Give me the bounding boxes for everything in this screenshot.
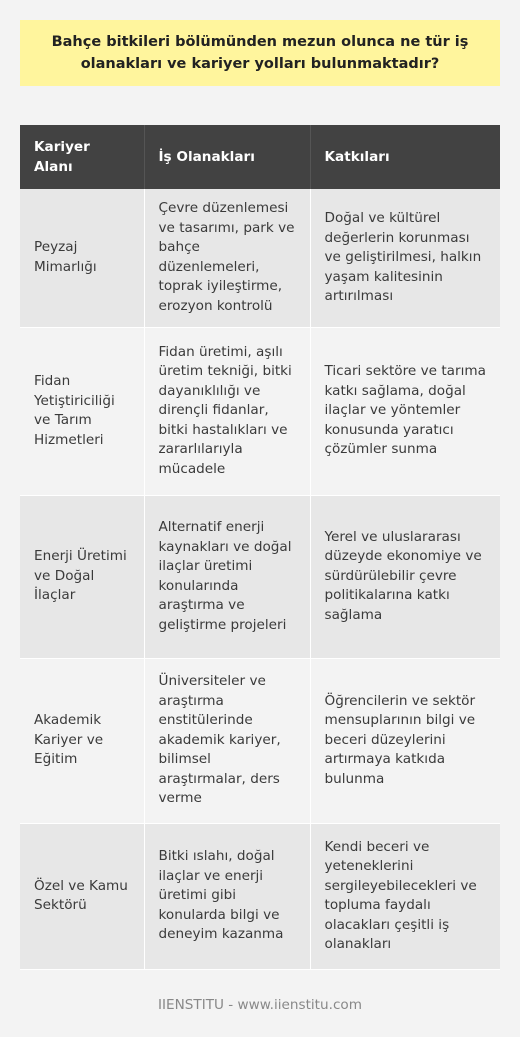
career-area-cell: Fidan Yetiştiriciliği ve Tarım Hizmetleri	[20, 327, 144, 495]
job-opportunities-cell: Çevre düzenlemesi ve tasarımı, park ve bahçe düzenlemeleri, toprak iyileştirme, erozyon kontrolü	[144, 189, 310, 327]
job-opportunities-cell: Fidan üretimi, aşılı üretim tekniği, bitki dayanıklılığı ve dirençli fidanlar, bitki hastalıkları ve zararlılarıyla mücadele	[144, 327, 310, 495]
job-opportunities-cell: Üniversiteler ve araştırma enstitülerinde akademik kariyer, bilimsel araştırmalar, ders verme	[144, 658, 310, 823]
table-row	[20, 823, 500, 969]
career-area-cell: Akademik Kariyer ve Eğitim	[20, 658, 144, 823]
page-title: Bahçe bitkileri bölümünden mezun olunca ne tür iş olanakları ve kariyer yolları bulunmaktadır?	[20, 20, 500, 86]
header-contributions: Katkıları	[310, 125, 500, 189]
table-row	[20, 658, 500, 823]
job-opportunities-cell: Bitki ıslahı, doğal ilaçlar ve enerji üretimi gibi konularda bilgi ve deneyim kazanma	[144, 823, 310, 969]
career-area-cell: Peyzaj Mimarlığı	[20, 189, 144, 327]
table-header-row	[20, 125, 500, 189]
career-area-cell: Özel ve Kamu Sektörü	[20, 823, 144, 969]
header-career-area: Kariyer Alanı	[20, 125, 144, 189]
contributions-cell: Öğrencilerin ve sektör mensuplarının bilgi ve beceri düzeylerini artırmaya katkıda bulunma	[310, 658, 500, 823]
footer-credit: IIENSTITU - www.iienstitu.com	[158, 997, 362, 1013]
header-job-opportunities: İş Olanakları	[144, 125, 310, 189]
contributions-cell: Yerel ve uluslararası düzeyde ekonomiye ve sürdürülebilir çevre politikalarına katkı sağlama	[310, 495, 500, 658]
job-opportunities-cell: Alternatif enerji kaynakları ve doğal ilaçlar üretimi konularında araştırma ve geliştirme projeleri	[144, 495, 310, 658]
table-row	[20, 189, 500, 327]
table-row	[20, 327, 500, 495]
contributions-cell: Doğal ve kültürel değerlerin korunması ve geliştirilmesi, halkın yaşam kalitesinin artırılması	[310, 189, 500, 327]
table-row	[20, 495, 500, 658]
contributions-cell: Ticari sektöre ve tarıma katkı sağlama, doğal ilaçlar ve yöntemler konusunda yaratıcı çözümler sunma	[310, 327, 500, 495]
career-area-cell: Enerji Üretimi ve Doğal İlaçlar	[20, 495, 144, 658]
contributions-cell: Kendi beceri ve yeteneklerini sergileyebilecekleri ve topluma faydalı olacakları çeşitli iş olanakları	[310, 823, 500, 969]
career-table	[20, 125, 500, 970]
